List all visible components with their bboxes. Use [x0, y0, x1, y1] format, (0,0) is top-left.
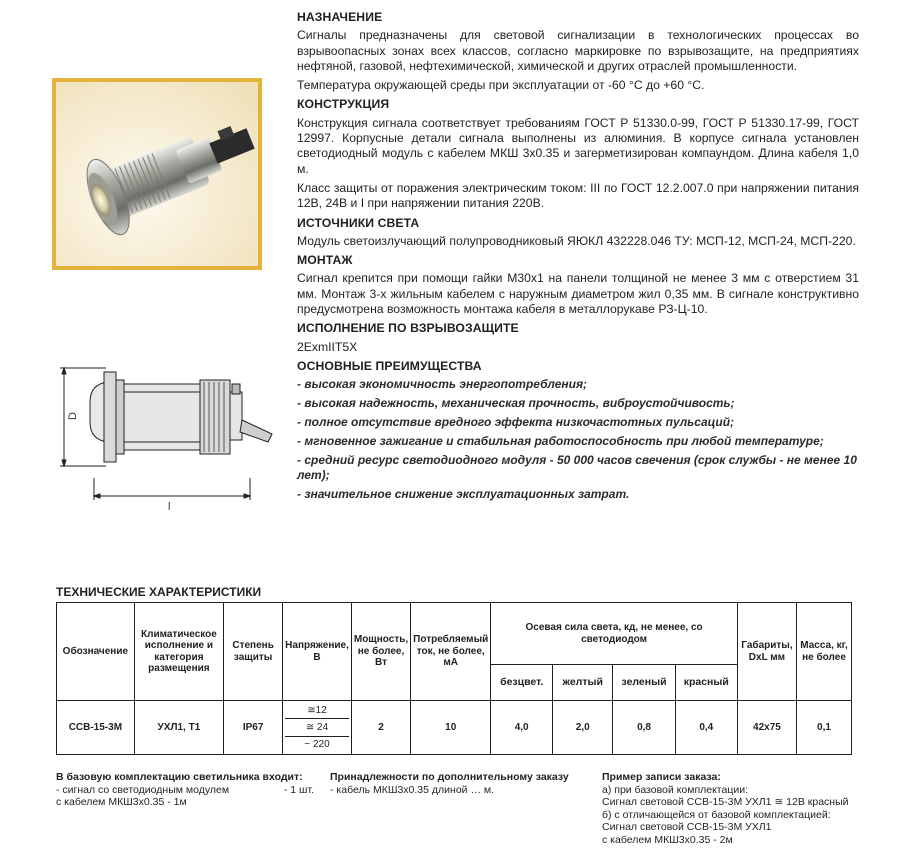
col-climate: Климатическое исполнение и категория размещения: [134, 603, 223, 701]
tech-specs-title: ТЕХНИЧЕСКИЕ ХАРАКТЕРИСТИКИ: [56, 585, 262, 599]
dim-l-label: l: [168, 501, 171, 513]
cell-protection: IP67: [224, 701, 283, 755]
col-green: зеленый: [613, 665, 675, 701]
col-colorless: безцвет.: [491, 665, 553, 701]
signal-device-image: [56, 82, 258, 266]
col-power: Мощность, не более, Вт: [351, 603, 410, 701]
col-protection: Степень защиты: [224, 603, 283, 701]
col-intensity: Осевая сила света, кд, не менее, со светодиодом: [491, 603, 738, 665]
purpose-heading: НАЗНАЧЕНИЕ: [297, 10, 383, 24]
voltage-220: ~ 220: [304, 739, 330, 751]
dim-d-label: D: [67, 412, 79, 420]
base-kit-line1: - сигнал со светодиодным модулем: [56, 783, 230, 796]
light-sources-heading: ИСТОЧНИКИ СВЕТА: [297, 215, 420, 230]
voltage-12: ≅12: [285, 702, 349, 719]
col-mass: Масса, кг, не более: [797, 603, 852, 701]
list-item: - мгновенное зажигание и стабильная работоспособность при любой температуре;: [297, 434, 824, 449]
table-row: [57, 701, 852, 755]
extra-kit-line1: - кабель МКШ3х0.35 длиной … м.: [330, 783, 495, 796]
product-photo: [52, 78, 262, 270]
order-example-b2: с кабелем МКШ3х0.35 - 2м: [602, 833, 733, 846]
list-item: - полное отсутствие вредного эффекта низкочастотных пульсаций;: [297, 415, 735, 430]
col-designation: Обозначение: [57, 603, 135, 701]
temperature-text: Температура окружающей среды при эксплуатации от -60 °C до +60 °C.: [297, 78, 705, 93]
base-kit-note: [56, 771, 314, 809]
order-example-b1: Сигнал световой ССВ-15-3М УХЛ1: [602, 821, 772, 833]
cell-designation: ССВ-15-3М: [57, 701, 135, 755]
advantages-heading: ОСНОВНЫЕ ПРЕИМУЩЕСТВА: [297, 358, 482, 373]
description-column: [297, 8, 859, 506]
cell-red: 0,4: [675, 701, 737, 755]
cell-mass: 0,1: [797, 701, 852, 755]
order-example-note: [602, 771, 864, 846]
voltage-24: ≅ 24: [285, 719, 349, 736]
dimension-drawing: [50, 358, 290, 518]
list-item: - значительное снижение эксплуатационных затрат.: [297, 487, 630, 502]
mount-text: Сигнал крепится при помощи гайки М30х1 на панели толщиной не менее 3 мм с отверстием 31 мм. Монтаж 3-х жильным кабелем с наружным диаметром жил 0,35 мм. В сигнале конструктивно предусмотрена возможность монтажа кабеля в металлорукаве РЗ-Ц-10.: [297, 271, 859, 317]
tech-specs-table: [56, 602, 852, 755]
base-kit-qty: - 1 шт.: [283, 783, 314, 796]
order-example-title: Пример записи заказа:: [602, 771, 721, 783]
cell-dims: 42х75: [737, 701, 796, 755]
extra-kit-note: [330, 771, 580, 796]
advantages-list: [297, 377, 859, 502]
protection-class-text: Класс защиты от поражения электрическим током: III по ГОСТ 12.2.007.0 при напряжении питания 12В, 24В и I при напряжении питания 220В.: [297, 180, 859, 211]
extra-kit-title: Принадлежности по дополнительному заказу: [330, 771, 569, 783]
mount-heading: МОНТАЖ: [297, 253, 353, 268]
base-kit-line2: с кабелем МКШ3х0.35 - 1м: [56, 796, 187, 808]
explosion-marking: 2ExmIIT5X: [297, 339, 358, 354]
cell-climate: УХЛ1, Т1: [134, 701, 223, 755]
light-sources-text: Модуль светоизлучающий полупроводниковый ЯЮКЛ 432228.046 ТУ: МСП-12, МСП-24, МСП-220.: [297, 233, 856, 248]
order-example-a1: Сигнал световой ССВ-15-3М УХЛ1 ≅ 12В красный: [602, 796, 849, 808]
cell-current: 10: [411, 701, 491, 755]
cell-colorless: 4,0: [491, 701, 553, 755]
col-yellow: желтый: [553, 665, 613, 701]
list-item: - высокая надежность, механическая прочность, виброустойчивость;: [297, 396, 735, 411]
list-item: - средний ресурс светодиодного модуля - 50 000 часов свечения (срок службы - не менее 10 лет);: [297, 453, 857, 483]
order-example-a: а) при базовой комплектации:: [602, 783, 749, 796]
base-kit-title: В базовую комплектацию светильника входит:: [56, 771, 303, 783]
col-voltage: Напряжение, В: [283, 603, 352, 701]
construction-text: Конструкция сигнала соответствует требованиям ГОСТ Р 51330.0-99, ГОСТ Р 51330.17-99, ГОСТ 12997. Корпусные детали сигнала выполнены из алюминия. В корпусе сигнала установлен светодиодный модуль с кабелем МКШ 3х0.35 и загерметизирован компаундом. Длина кабеля 1,0 м.: [297, 115, 859, 176]
cell-power: 2: [351, 701, 410, 755]
col-dims: Габариты, DxL мм: [737, 603, 796, 701]
construction-heading: КОНСТРУКЦИЯ: [297, 97, 390, 112]
order-example-b: б) с отличающейся от базовой комплектацией:: [602, 808, 831, 821]
col-current: Потребляемый ток, не более, мА: [411, 603, 491, 701]
cell-green: 0,8: [613, 701, 675, 755]
explosion-heading: ИСПОЛНЕНИЕ ПО ВЗРЫВОЗАЩИТЕ: [297, 321, 519, 336]
list-item: - высокая экономичность энергопотребления;: [297, 377, 588, 392]
purpose-text: Сигналы предназначены для световой сигнализации в технологических процессах во взрывоопасных зонах всех классов, согласно маркировке по взрывозащите, на предприятиях нефтяной, газовой, нефтехимической, химической и других отраслей промышленности.: [297, 28, 859, 73]
cell-voltage: [283, 701, 352, 755]
cell-yellow: 2,0: [553, 701, 613, 755]
col-red: красный: [675, 665, 737, 701]
